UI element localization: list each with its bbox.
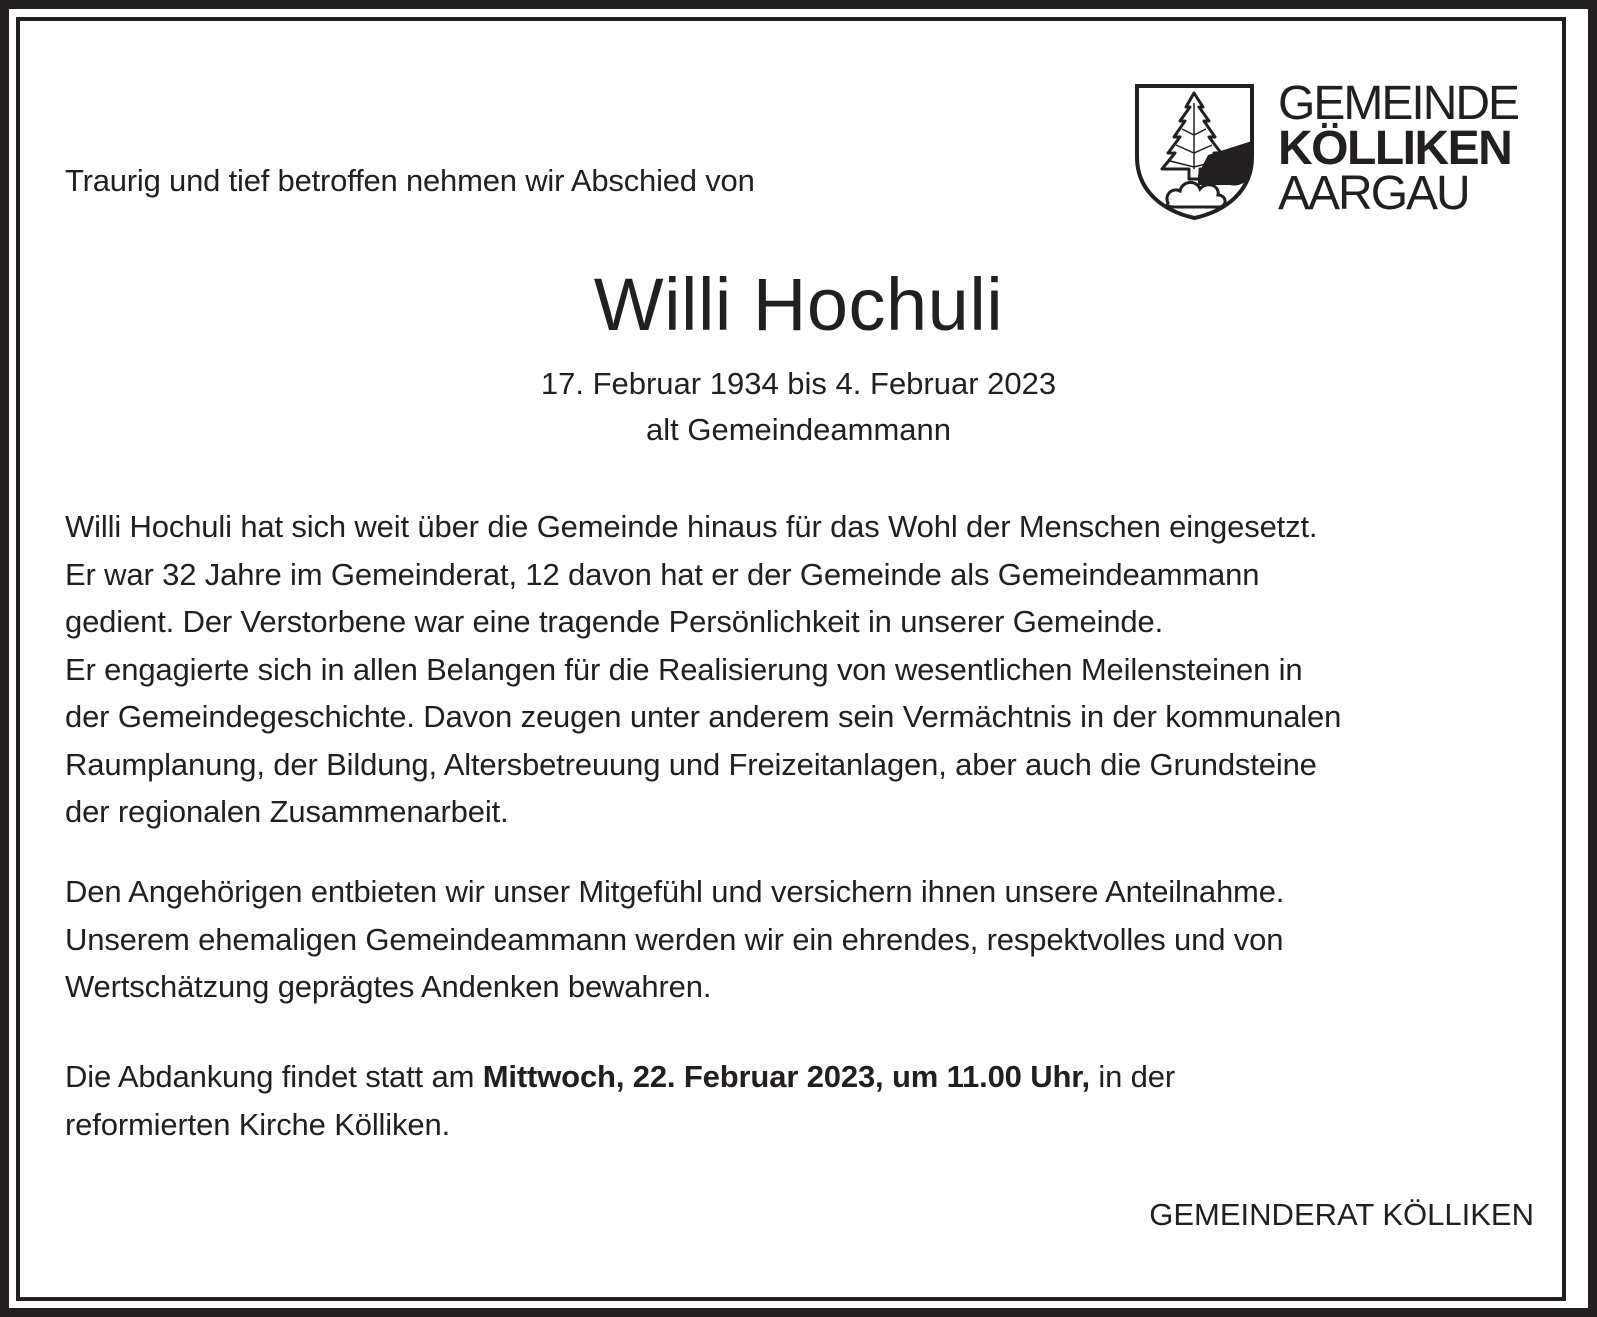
deceased-name: Willi Hochuli <box>593 263 1004 346</box>
funeral-paragraph <box>65 1053 1545 1148</box>
life-dates: 17. Februar 1934 bis 4. Februar 2023 <box>540 366 1057 401</box>
logo-line-koelliken: KÖLLIKEN <box>1278 122 1512 175</box>
deceased-role: alt Gemeindeammann <box>646 412 951 447</box>
logo-wordmark <box>1278 77 1519 220</box>
paragraph-line <box>65 1053 1545 1101</box>
paragraph-line: reformierten Kirche Kölliken. <box>65 1106 451 1142</box>
signature: GEMEINDERAT KÖLLIKEN <box>1149 1197 1534 1232</box>
funeral-suffix: in der <box>1089 1059 1176 1094</box>
paragraph-line: Unserem ehemaligen Gemeindeammann werden wir ein ehrendes, respektvolles und von <box>65 921 1284 957</box>
paragraph-line: Wertschätzung geprägtes Andenken bewahren. <box>65 969 712 1004</box>
logo-line-aargau: AARGAU <box>1278 167 1469 220</box>
paragraph-line: der Gemeindegeschichte. Davon zeugen unter anderem sein Vermächtnis in der kommunalen <box>65 699 1342 734</box>
paragraph-line: Den Angehörigen entbieten wir unser Mitgefühl und versichern ihnen unsere Anteilnahme. <box>65 874 1285 909</box>
paragraph-line: Willi Hochuli hat sich weit über die Gemeinde hinaus für das Wohl der Menschen eingesetzt. <box>65 509 1318 544</box>
paragraph-line: der regionalen Zusammenarbeit. <box>65 794 509 829</box>
paragraph-line: gedient. Der Verstorbene war eine tragende Persönlichkeit in unserer Gemeinde. <box>65 604 1164 639</box>
funeral-prefix: Die Abdankung findet statt am <box>65 1059 483 1094</box>
intro-text: Traurig und tief betroffen nehmen wir Abschied von <box>65 163 755 198</box>
municipal-crest-icon <box>1134 83 1255 221</box>
tribute-paragraph <box>65 503 1545 836</box>
paragraph-line: Er engagierte sich in allen Belangen für die Realisierung von wesentlichen Meilensteinen in <box>65 651 1303 687</box>
condolence-paragraph <box>65 868 1545 1011</box>
funeral-date-time: Mittwoch, 22. Februar 2023, um 11.00 Uhr, <box>482 1059 1090 1094</box>
paragraph-line: Raumplanung, der Bildung, Altersbetreuung und Freizeitanlagen, aber auch die Grundsteine <box>65 746 1317 782</box>
municipality-logo <box>1134 77 1519 220</box>
paragraph-line: Er war 32 Jahre im Gemeinderat, 12 davon hat er der Gemeinde als Gemeindeammann <box>65 556 1260 592</box>
logo-line-gemeinde: GEMEINDE <box>1278 77 1519 130</box>
